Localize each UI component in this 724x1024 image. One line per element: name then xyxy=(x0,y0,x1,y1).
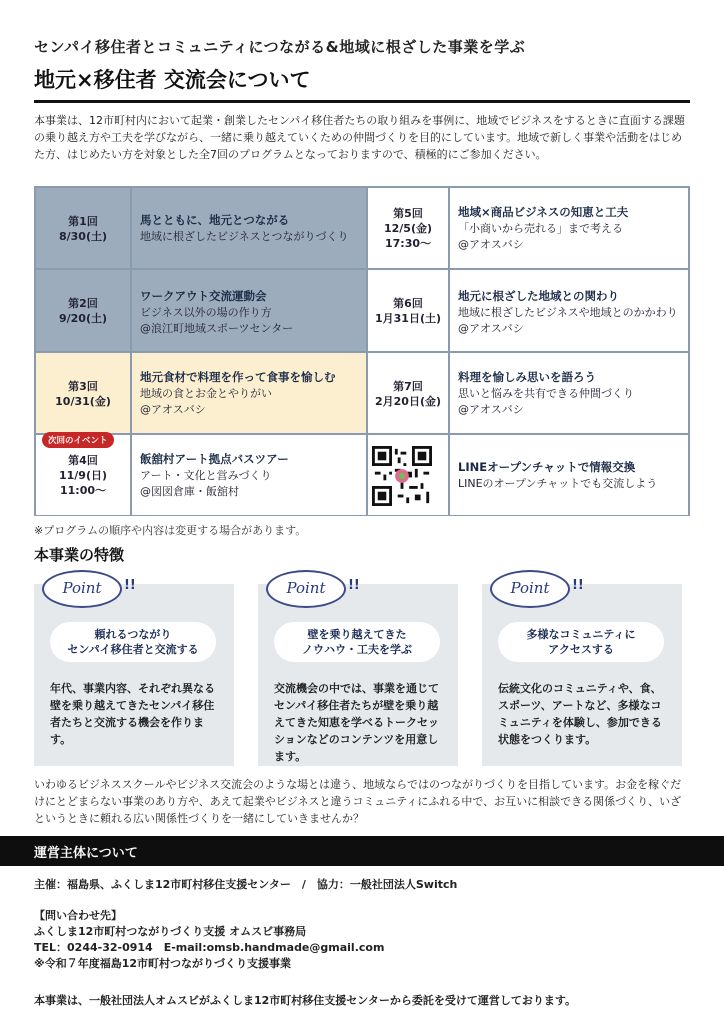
session-place: @アオスバシ xyxy=(458,403,524,416)
exclaim-mark: !! xyxy=(124,578,136,593)
point-badge: Point xyxy=(42,570,122,608)
exclaim-mark: !! xyxy=(348,578,360,593)
lead-text: センパイ移住者とコミュニティにつながる&地域に根ざした事業を学ぶ xyxy=(34,38,526,56)
feature-card xyxy=(258,578,458,766)
schedule-date-cell xyxy=(35,352,131,434)
session-number: 第1回 xyxy=(68,215,98,228)
session-place: @アオスバシ xyxy=(140,403,206,416)
feature-heading-line2: ノウハウ・工夫を学ぶ xyxy=(302,643,412,656)
exclaim-mark: !! xyxy=(572,578,584,593)
session-number: 第4回 xyxy=(68,454,98,467)
session-desc: 地域の食とお金とやりがい xyxy=(140,387,272,400)
session-number: 第5回 xyxy=(393,207,423,220)
schedule-event-cell xyxy=(449,352,689,434)
closing-paragraph: いわゆるビジネススクールやビジネス交流会のような場とは違う、地域ならではのつながりづくりを目指しています。お金を稼ぐだけにとどまらない事業のあり方や、あえて起業やビジネスと違うコミュニティにふれる中で、お互いに相談できる関係づくり、いざというときに頼れる広い関係性づくりを一緒にしていきませんか？ xyxy=(34,778,682,825)
session-title: ワークアウト交流運動会 xyxy=(140,289,267,303)
contact-note: ※令和７年度福島12市町村つながりづくり支援事業 xyxy=(34,957,291,970)
page-title: 地元×移住者 交流会について xyxy=(34,68,311,92)
session-place: @アオスバシ xyxy=(458,322,524,335)
session-date: 11/9(日) xyxy=(58,469,108,482)
schedule-date-cell xyxy=(367,352,449,434)
session-place: @浪江町地域スポーツセンター xyxy=(140,322,294,335)
next-event-badge: 次回のイベント xyxy=(42,432,114,448)
schedule-date-cell xyxy=(367,269,449,352)
feature-heading-line1: 多様なコミュニティに xyxy=(526,628,636,641)
contact-tel-email[interactable]: TEL：0244-32-0914 E-mail:omsb.handmade@gmail.com xyxy=(34,941,385,954)
feature-heading xyxy=(498,622,664,662)
session-date: 2月20日(金) xyxy=(374,395,442,408)
point-badge: Point xyxy=(490,570,570,608)
schedule-event-cell xyxy=(131,187,367,269)
session-desc: 思いと悩みを共有できる仲間づくり xyxy=(458,387,634,400)
session-number: 第2回 xyxy=(68,297,98,310)
contact-title: 【問い合わせ先】 xyxy=(34,909,122,922)
session-time: 17:30～ xyxy=(384,237,431,250)
schedule-date-cell xyxy=(35,187,131,269)
session-desc: ビジネス以外の場の作り方 xyxy=(140,306,272,319)
feature-heading xyxy=(50,622,216,662)
session-desc: アート・文化と営みづくり xyxy=(140,469,272,482)
session-desc: 地域に根ざしたビジネスや地域とのかかわり xyxy=(458,306,678,319)
feature-text: 交流機会の中では、事業を通じてセンパイ移住者たちが壁を乗り越えてきた知恵を学べるトークセッションなどのコンテンツを用意します。 xyxy=(274,682,439,763)
feature-text: 年代、事業内容、それぞれ異なる壁を乗り越えてきたセンパイ移住者たちと交流する機会を作ります。 xyxy=(50,682,215,746)
feature-heading-line1: 壁を乗り越えてきた xyxy=(307,628,407,641)
schedule-date-cell xyxy=(35,269,131,352)
qr-code-icon[interactable] xyxy=(372,446,432,506)
feature-heading-line2: センパイ移住者と交流する xyxy=(67,643,199,656)
session-date: 10/31(金) xyxy=(55,395,111,408)
schedule-event-cell xyxy=(449,187,689,269)
session-title: 飯舘村アート拠点バスツアー xyxy=(140,452,289,466)
session-number: 第7回 xyxy=(393,380,423,393)
feature-card xyxy=(34,578,234,766)
schedule-event-cell xyxy=(449,434,689,516)
feature-heading-line2: アクセスする xyxy=(548,643,614,656)
session-number: 第6回 xyxy=(393,297,423,310)
session-date: 9/20(土) xyxy=(58,312,108,325)
schedule-event-cell xyxy=(131,434,367,516)
session-desc: 地域に根ざしたビジネスとつながりづくり xyxy=(140,230,349,243)
intro-paragraph: 本事業は、12市町村内において起業・創業したセンパイ移住者たちの取り組みを事例に、地域でビジネスをするときに直面する課題の乗り越え方や工夫を学びながら、一緒に乗り越えていくための仲間づくりを目的にしています。地域で新しく事業や活動をはじめた方、はじめたい方を対象とした全7回のプログラムとなっておりますので、積極的にご参加ください。 xyxy=(34,114,685,161)
session-title: 料理を愉しみ思いを語ろう xyxy=(458,370,596,384)
sponsor-line: 主催：福島県、ふくしま12市町村移住支援センター / 協力：一般社団法人Switch xyxy=(34,878,458,891)
feature-text: 伝統文化のコミュニティや、食、スポーツ、アートなど、多様なコミュニティを体験し、参加できる状態をつくります。 xyxy=(498,682,662,746)
operator-heading: 運営主体について xyxy=(34,846,138,861)
session-time: 11:00～ xyxy=(59,484,106,497)
feature-card xyxy=(482,578,682,766)
footer-text: 本事業は、一般社団法人オムスビがふくしま12市町村移住支援センターから委託を受けて運営しております。 xyxy=(34,994,576,1007)
features-title: 本事業の特徴 xyxy=(34,546,125,564)
session-place: @図図倉庫・飯舘村 xyxy=(140,485,239,498)
schedule-note: ※プログラムの順序や内容は変更する場合があります。 xyxy=(34,524,307,537)
schedule-event-cell xyxy=(449,269,689,352)
session-title: 地元に根ざした地域との関わり xyxy=(458,289,619,303)
schedule-date-cell xyxy=(367,187,449,269)
line-chat-desc: LINEのオープンチャットでも交流しよう xyxy=(458,477,658,490)
schedule-event-cell xyxy=(131,352,367,434)
session-number: 第3回 xyxy=(68,380,98,393)
feature-heading xyxy=(274,622,440,662)
session-date: 1月31日(土) xyxy=(374,312,442,325)
schedule-table xyxy=(34,186,690,516)
title-divider xyxy=(34,100,690,103)
session-title: 地域×商品ビジネスの知恵と工夫 xyxy=(458,205,629,219)
schedule-event-cell xyxy=(131,269,367,352)
contact-name: ふくしま12市町村つながりづくり支援 オムスビ事務局 xyxy=(34,925,307,938)
feature-heading-line1: 頼れるつながり xyxy=(94,628,172,641)
session-title: 地元食材で料理を作って食事を愉しむ xyxy=(140,370,336,384)
session-date: 8/30(土) xyxy=(58,230,108,243)
contact-block xyxy=(34,908,384,972)
session-place: @アオスバシ xyxy=(458,238,524,251)
point-badge: Point xyxy=(266,570,346,608)
session-date: 12/5(金) xyxy=(383,222,433,235)
line-chat-title: LINEオープンチャットで情報交換 xyxy=(458,460,636,474)
session-title: 馬とともに、地元とつながる xyxy=(140,213,290,227)
session-desc: 「小商いから売れる」まで考える xyxy=(458,222,623,235)
